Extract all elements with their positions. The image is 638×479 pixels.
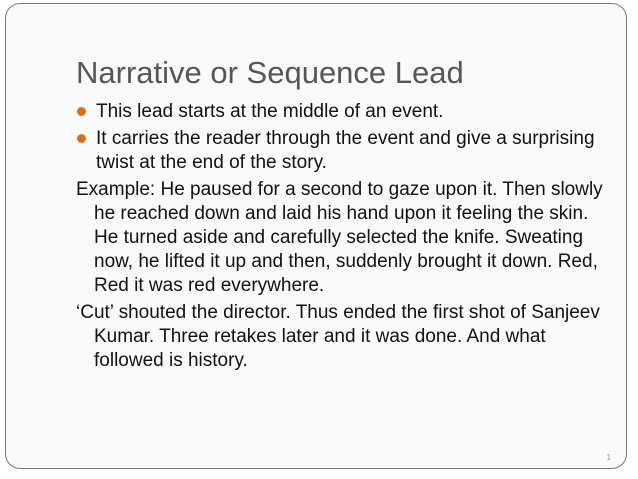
example-paragraph: Example: He paused for a second to gaze upon it. Then slowly he reached down and laid his hand upon it feeling the skin. He turned aside and carefully selected the knife. Sweating now, he lifted it up and then, suddenly brought it down. Red, Red it was red everywhere. bbox=[76, 179, 603, 296]
slide-frame bbox=[5, 3, 627, 469]
page-number: 1 bbox=[606, 453, 611, 462]
slide-title: Narrative or Sequence Lead bbox=[76, 55, 464, 90]
slide-content bbox=[76, 100, 611, 376]
bullet-item bbox=[76, 127, 611, 175]
bullet-text: It carries the reader through the event and give a surprising twist at the end of the story. bbox=[96, 128, 595, 173]
orange-bullet-icon bbox=[77, 134, 86, 143]
closing-paragraph: ‘Cut’ shouted the director. Thus ended the first shot of Sanjeev Kumar. Three retakes later and it was done. And what followed is history. bbox=[76, 302, 600, 371]
orange-bullet-icon bbox=[77, 107, 86, 116]
bullet-text: This lead starts at the middle of an event. bbox=[96, 101, 444, 122]
bullet-item bbox=[76, 100, 611, 124]
